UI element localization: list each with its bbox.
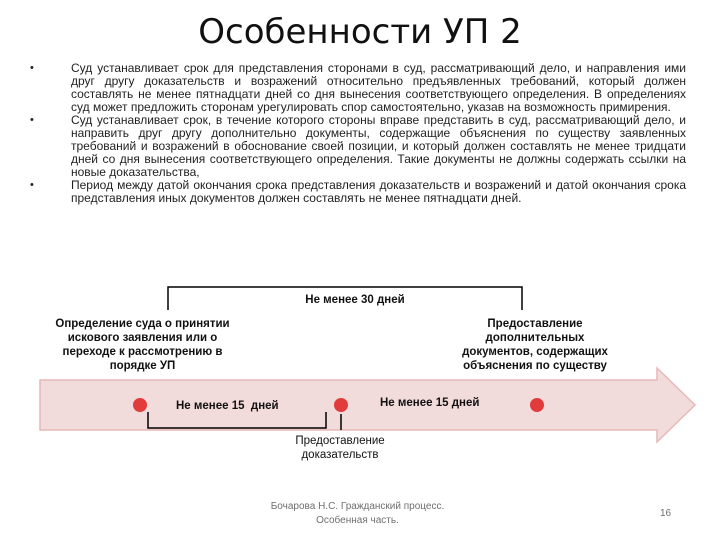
bullet-dot: • <box>30 179 34 191</box>
bullet-text: Суд устанавливает срок для представления сторонами в суд, рассматривающий дело, и направления ими друг другу доказательств и возражений относительно предъявленных требований, который должен составлять не менее пятнадцати дней со дня вынесения соответствующего определения. В определениях суд может предложить сторонам урегулировать спор самостоятельно, указав на возможность примирения. <box>71 61 686 114</box>
right-event-label: Предоставление дополнительных документов, содержащих объяснения по существу <box>462 318 608 372</box>
bullet-text: Суд устанавливает срок, в течение которого стороны вправе представить в суд, рассматривающий дело, и направить друг другу дополнительно документы, содержащие объяснения по существу заявленных требований и возражений в обоснование своей позиции, и который должен составлять не менее тридцати дней со дня вынесения соответствующего определения. Такие документы не должны содержать ссылки на новые доказательства, <box>71 113 686 179</box>
left-event-label: Определение суда о принятии искового заявления или о переходе к рассмотрению в порядке УП <box>55 318 230 372</box>
middle-event-label: Предоставление доказательств <box>295 435 385 461</box>
bullet-dot: • <box>30 114 34 126</box>
slide-title: Особенности УП 2 <box>198 12 522 52</box>
footer-line-1: Бочарова Н.С. Гражданский процесс. <box>270 501 445 512</box>
footer-credit <box>250 500 465 528</box>
bullet-text: Период между датой окончания срока представления доказательств и возражений и датой окончания срока представления иных документов должен составлять не менее пятнадцати дней. <box>71 178 686 205</box>
bullet-dot: • <box>30 62 34 74</box>
page-number: 16 <box>660 508 672 519</box>
event-dot-start <box>132 397 148 413</box>
event-dot-end <box>529 397 545 413</box>
event-dot-middle <box>333 397 349 413</box>
footer-line-2: Особенная часть. <box>316 515 399 526</box>
right-interval-label: Не менее 15 дней <box>380 397 480 409</box>
top-bracket-label: Не менее 30 дней <box>305 294 405 306</box>
bottom-left-interval-label: Не менее 15 дней <box>176 400 279 412</box>
